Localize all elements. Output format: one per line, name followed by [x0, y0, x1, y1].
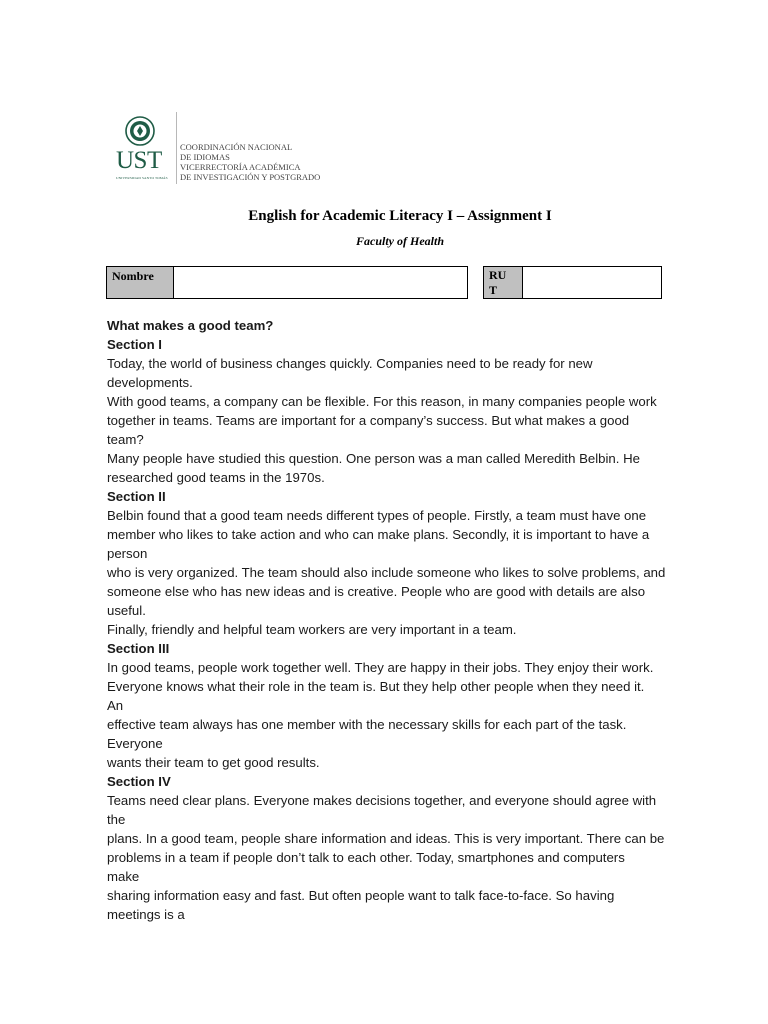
logo-wordmark: UST — [116, 147, 162, 174]
body-text-line: sharing information easy and fast. But often people want to talk face-to-face. So having — [107, 888, 615, 903]
body-text-line: An — [107, 698, 124, 713]
document-body — [107, 316, 692, 924]
body-text-line: Belbin found that a good team needs different types of people. Firstly, a team must have one — [107, 508, 647, 523]
body-text-line: together in teams. Teams are important for a company’s success. But what makes a good — [107, 413, 630, 428]
name-field-row — [106, 266, 468, 299]
logo-line: DE INVESTIGACIÓN Y POSTGRADO — [180, 172, 321, 182]
body-text-line: developments. — [107, 375, 193, 390]
rut-field-row — [483, 266, 662, 299]
logo-tagline: UNIVERSIDAD SANTO TOMÁS — [116, 176, 168, 180]
logo-line: COORDINACIÓN NACIONAL — [180, 142, 293, 152]
name-input[interactable] — [174, 267, 467, 298]
logo-line: DE IDIOMAS — [180, 152, 230, 162]
rut-input[interactable] — [523, 267, 661, 298]
body-text-line: Everyone knows what their role in the team is. But they help other people when they need it. — [107, 679, 645, 694]
section-heading: Section IV — [107, 774, 171, 789]
logo-divider — [176, 112, 177, 184]
section-heading: Section II — [107, 489, 166, 504]
body-text-line: team? — [107, 432, 144, 447]
name-label: Nombre — [107, 267, 174, 298]
body-text-line: make — [107, 869, 140, 884]
body-text-line: problems in a team if people don’t talk to each other. Today, smartphones and computers — [107, 850, 625, 865]
body-text-line: Everyone — [107, 736, 163, 751]
body-text-line: member who likes to take action and who can make plans. Secondly, it is important to have a — [107, 527, 650, 542]
body-text-line: who is very organized. The team should also include someone who likes to solve problems, and — [107, 565, 666, 580]
document-subtitle: Faculty of Health — [356, 234, 444, 248]
section-heading: What makes a good team? — [107, 318, 274, 333]
body-text-line: the — [107, 812, 126, 827]
body-text-line: Finally, friendly and helpful team workers are very important in a team. — [107, 622, 517, 637]
document-title: English for Academic Literacy I – Assignment I — [248, 208, 552, 224]
rut-label-line: RU — [489, 268, 507, 282]
logo-department-text — [180, 142, 320, 182]
body-text-line: someone else who has new ideas and is creative. People who are good with details are also — [107, 584, 646, 599]
body-text-line: In good teams, people work together well. They are happy in their jobs. They enjoy their work. — [107, 660, 654, 675]
body-text-line: wants their team to get good results. — [107, 755, 320, 770]
body-text-line: Today, the world of business changes quickly. Companies need to be ready for new — [107, 356, 593, 371]
body-text-line: Many people have studied this question. One person was a man called Meredith Belbin. He — [107, 451, 640, 466]
body-text-line: meetings is a — [107, 907, 185, 922]
body-text-line: researched good teams in the 1970s. — [107, 470, 325, 485]
section-heading: Section I — [107, 337, 162, 352]
university-seal-icon — [125, 116, 155, 146]
body-text-line: Teams need clear plans. Everyone makes decisions together, and everyone should agree with — [107, 793, 657, 808]
body-text-line: plans. In a good team, people share information and ideas. This is very important. There can be — [107, 831, 665, 846]
body-text-line: With good teams, a company can be flexible. For this reason, in many companies people work — [107, 394, 657, 409]
body-text-line: person — [107, 546, 148, 561]
section-heading: Section III — [107, 641, 170, 656]
rut-label-line: T — [489, 283, 498, 297]
body-text-line: useful. — [107, 603, 146, 618]
logo-line: VICERRECTORÍA ACADÉMICA — [180, 162, 301, 172]
institution-logo — [110, 112, 340, 186]
rut-label — [484, 267, 523, 298]
body-text-line: effective team always has one member with the necessary skills for each part of the task. — [107, 717, 627, 732]
